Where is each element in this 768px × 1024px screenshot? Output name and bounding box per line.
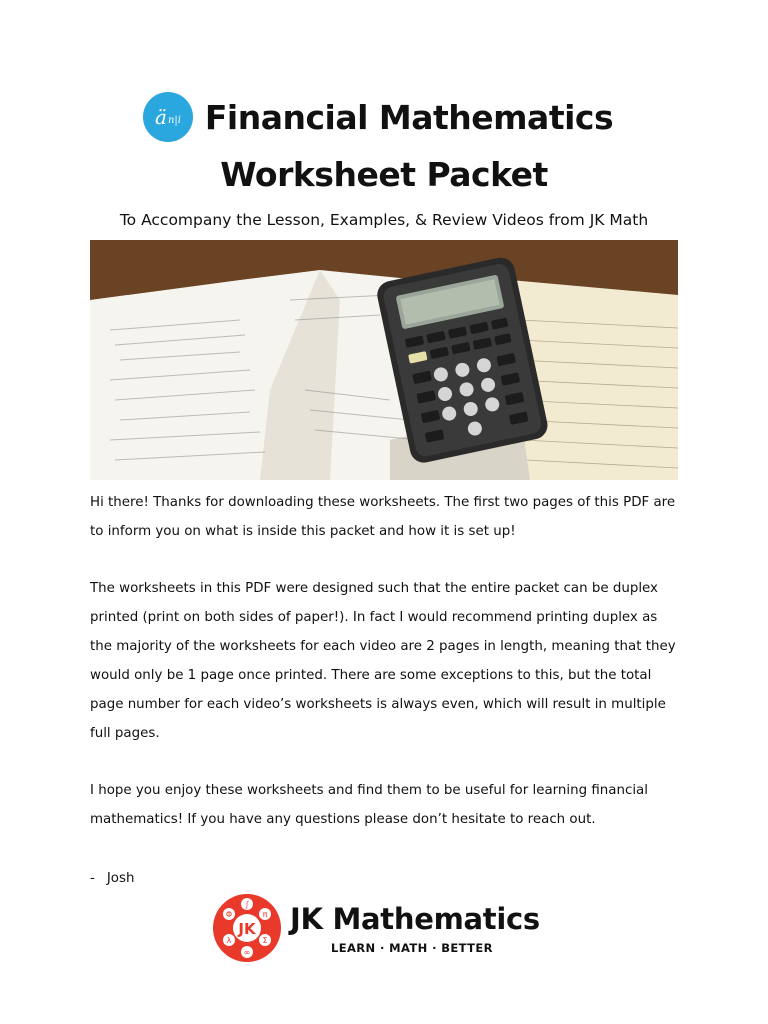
page-title-line-1: Financial Mathematics (204, 98, 614, 137)
header-logo-subscript: n|i (167, 115, 181, 126)
logo-symbol-pi: π (262, 910, 268, 919)
closing-paragraph: I hope you enjoy these worksheets and find them to be useful for learning financial mathematics! If you have any questions please don’t hesitate to reach out. (90, 783, 648, 827)
header-logo-glyph: ä (155, 105, 167, 129)
signoff-dash: - (90, 871, 95, 886)
logo-symbol-phi: Φ (225, 910, 233, 919)
signoff (90, 864, 134, 893)
signoff-name: Josh (106, 871, 135, 886)
page-subtitle: To Accompany the Lesson, Examples, & Review Videos from JK Math (119, 211, 649, 229)
page-title-line-2: Worksheet Packet (220, 155, 548, 194)
brand-name: JK Mathematics (290, 902, 540, 936)
duplex-printing-paragraph: The worksheets in this PDF were designed such that the entire packet can be duplex printed (print on both sides of paper!). In fact I would recommend printing duplex as the majority of the worksheets for each video are 2 pages in length, meaning that they would only be 1 page once printed. There are some exceptions to this, but the total page number for each video’s worksheets is always even, which will result in multiple full pages. (90, 581, 676, 741)
logo-symbol-lambda: λ (226, 936, 232, 945)
jk-logo-initials: JK (238, 920, 256, 938)
brand-tagline: LEARN · MATH · BETTER (331, 941, 493, 955)
jk-mathematics-logo-icon (213, 894, 281, 962)
logo-symbol-sigma: Σ (262, 936, 268, 945)
cover-photo-illustration (90, 240, 678, 480)
logo-symbol-infinity: ∞ (243, 948, 251, 957)
logo-symbol-integral: ∫ (244, 900, 250, 909)
intro-paragraph: Hi there! Thanks for downloading these worksheets. The first two pages of this PDF are to inform you on what is inside this packet and how it is set up! (90, 495, 676, 539)
cover-photo (90, 240, 678, 480)
